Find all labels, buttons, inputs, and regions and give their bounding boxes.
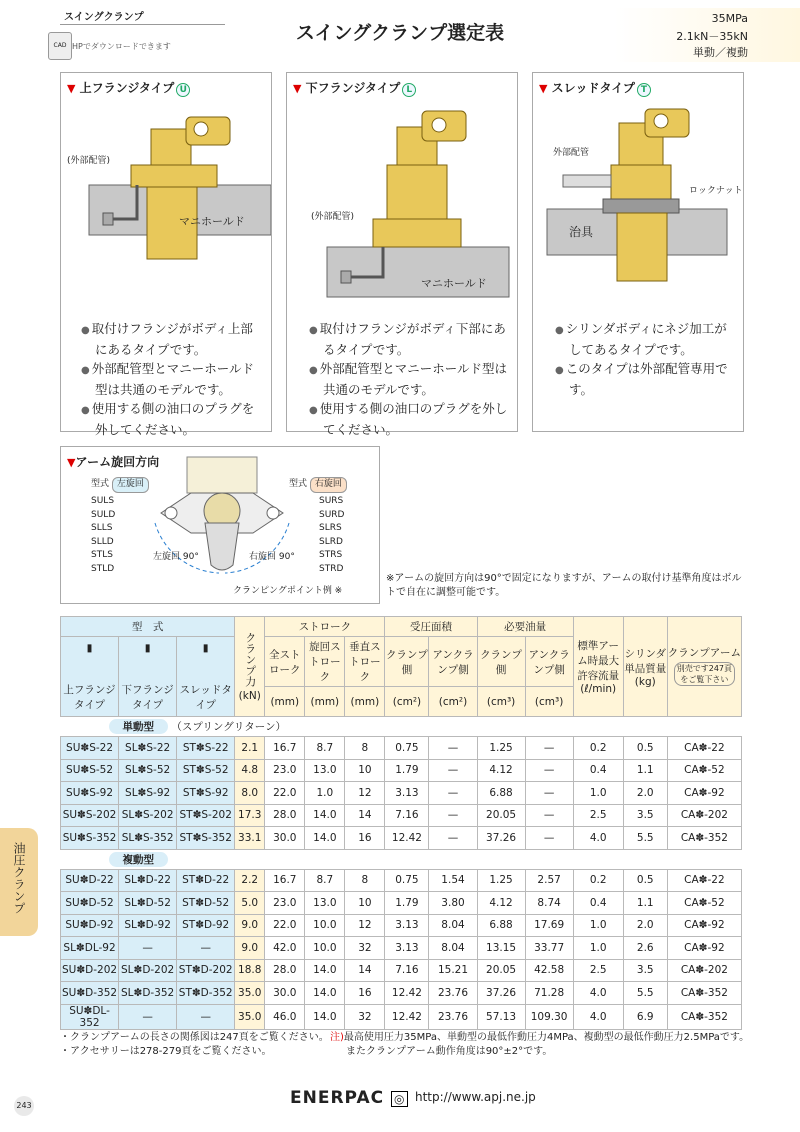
table-cell: — [429,827,477,850]
external-piping-label: (外部配管) [67,156,111,166]
table-cell: 1.0 [573,937,623,960]
table-cell: 33.1 [235,827,265,850]
table-cell: 3.13 [385,782,429,805]
table-cell: CA✽-52 [667,892,741,915]
table-cell: 109.30 [525,1004,573,1029]
table-cell: 16.7 [265,737,305,760]
table-cell: ST✽S-92 [177,782,235,805]
table-cell: 23.76 [429,1004,477,1029]
mass-header: シリンダ単品質量 (kg) [623,617,667,717]
unit-mm: (mm) [265,687,305,717]
table-row [61,982,742,1005]
table-cell: ST✽D-202 [177,959,235,982]
table-cell: 8.04 [429,937,477,960]
table-cell: — [429,782,477,805]
group-double-row: 複動型 [61,849,742,869]
external-piping-label: 外部配管 [553,148,590,158]
table-cell: 14 [345,804,385,827]
table-cell: 1.25 [477,737,525,760]
table-cell: 35.0 [235,1004,265,1029]
rotation-panel [60,446,380,604]
spec-action: 単動／複動 [693,46,748,59]
oil-header: 必要油量 [477,617,573,637]
table-cell: CA✽-92 [667,782,741,805]
page-number: 243 [14,1096,34,1116]
table-cell: SL✽D-202 [119,959,177,982]
table-cell: 8.74 [525,892,573,915]
table-cell: SU✽DL-352 [61,1004,119,1029]
table-row [61,869,742,892]
external-piping-label: (外部配管) [311,212,355,222]
table-cell: 1.79 [385,759,429,782]
table-cell: 0.2 [573,737,623,760]
table-cell: 14.0 [305,1004,345,1029]
table-cell: CA✽-352 [667,827,741,850]
table-cell: 4.0 [573,982,623,1005]
page-title: スイングクランプ選定表 [295,22,505,44]
table-cell: 2.57 [525,869,573,892]
panel-title: ▼ 上フランジタイプ U [67,79,190,97]
category-label: スイングクランプ [64,12,144,23]
selection-table [60,616,742,1030]
section-side-tab: 油圧クランプ [0,828,38,936]
table-cell: 9.0 [235,914,265,937]
table-cell: 1.0 [305,782,345,805]
table-cell: 3.80 [429,892,477,915]
table-cell: ST✽D-22 [177,869,235,892]
table-cell: 13.15 [477,937,525,960]
arm-rotation-diagram [141,453,301,593]
table-cell: ST✽D-52 [177,892,235,915]
enerpac-logo: ENERPAC ◎ [290,1088,408,1108]
table-cell: 6.88 [477,782,525,805]
table-cell: SU✽D-52 [61,892,119,915]
table-cell: SU✽S-352 [61,827,119,850]
table-cell: 28.0 [265,959,305,982]
fixture-label: 治具 [569,225,594,239]
table-cell: 14.0 [305,804,345,827]
table-cell: 3.5 [623,804,667,827]
bullet-item: ● 外部配管型とマニーホールド型は共通のモデルです。 [81,359,261,399]
table-cell: 1.54 [429,869,477,892]
table-cell: 0.4 [573,892,623,915]
table-cell: CA✽-202 [667,804,741,827]
spec-pressure: 35MPa [711,12,748,25]
table-cell: 22.0 [265,914,305,937]
footnotes-left: ・クランプアームの長さの関係図は247頁をご覧ください。 ・アクセサリーは278-279頁をご覧ください。 [60,1032,329,1057]
table-cell: 1.1 [623,892,667,915]
table-cell: 13.0 [305,892,345,915]
table-cell: 28.0 [265,804,305,827]
rotation-note: ※アームの旋回方向は90°で固定になりますが、アームの取付け基準角度はボルトで自在に調整可能です。 [386,573,742,598]
unit-cm2: (cm²) [429,687,477,717]
table-cell: 0.5 [623,869,667,892]
table-cell: 22.0 [265,782,305,805]
panel-upper-flange [60,72,272,437]
table-cell: — [119,1004,177,1029]
type-badge: T [637,83,651,97]
stroke-header: ストローク [265,617,385,637]
table-cell: 3.13 [385,937,429,960]
unit-cm3: (cm³) [477,687,525,717]
footnotes-right: 注)最高使用圧力35MPa、単動型の最低作動圧力4MPa、複動型の最低作動圧力2.5MPaです。 またクランプアーム動作角度は90°±2°です。 [330,1032,750,1057]
bullet-list [555,319,735,399]
thread-illustration [533,99,743,309]
cd-icon: CAD [48,32,72,60]
unit-cm3: (cm³) [525,687,573,717]
table-cell: 42.0 [265,937,305,960]
table-cell: 20.05 [477,804,525,827]
table-cell: 35.0 [235,982,265,1005]
table-cell: 12.42 [385,827,429,850]
table-cell: 14.0 [305,982,345,1005]
panel-lower-flange [286,72,518,437]
table-cell: — [177,937,235,960]
lower-type-header: ▮ 下フランジタイプ [119,637,177,717]
bullet-list [81,319,261,439]
table-cell: — [525,759,573,782]
table-cell: ST✽S-22 [177,737,235,760]
unit-mm: (mm) [305,687,345,717]
table-cell: SU✽S-92 [61,782,119,805]
table-cell: 17.69 [525,914,573,937]
bullet-list [309,319,509,439]
table-cell: 0.75 [385,737,429,760]
flow-header: 標準アーム時最大許容流量 (ℓ/min) [573,617,623,717]
table-cell: 0.4 [573,759,623,782]
manifold-label: マニホールド [179,215,245,228]
table-cell: SL✽DL-92 [61,937,119,960]
arm-header: クランプアーム 別売です247頁をご覧下さい [667,617,741,717]
table-cell: 2.6 [623,937,667,960]
table-cell: 3.13 [385,914,429,937]
table-cell: 10 [345,892,385,915]
full-stroke-header: 全ストローク [265,637,305,687]
table-cell: 9.0 [235,937,265,960]
table-cell: 4.0 [573,827,623,850]
table-cell: 8.7 [305,737,345,760]
table-cell: 1.1 [623,759,667,782]
table-row [61,914,742,937]
bullet-item: ● 取付けフランジがボディ上部にあるタイプです。 [81,319,261,359]
panel-thread [532,72,744,432]
table-row [61,937,742,960]
table-cell: 46.0 [265,1004,305,1029]
vert-stroke-header: 垂直ストローク [345,637,385,687]
table-cell: 10.0 [305,937,345,960]
table-cell: 32 [345,937,385,960]
table-cell: 4.12 [477,892,525,915]
locknut-label: ロックナット [689,186,743,196]
upper-type-header: ▮ 上フランジタイプ [61,637,119,717]
table-cell: ST✽S-202 [177,804,235,827]
table-cell: CA✽-22 [667,737,741,760]
table-cell: — [525,782,573,805]
table-cell: — [429,759,477,782]
panel-title: ▼ 下フランジタイプ L [293,79,416,97]
table-cell: 5.5 [623,982,667,1005]
table-cell: 1.25 [477,869,525,892]
table-cell: SU✽D-202 [61,959,119,982]
triangle-icon: ▼ [67,82,76,95]
table-cell: 12 [345,914,385,937]
table-cell: CA✽-92 [667,937,741,960]
table-cell: 7.16 [385,804,429,827]
table-cell: SL✽S-52 [119,759,177,782]
triangle-icon: ▼ [67,456,76,469]
table-cell: — [525,804,573,827]
table-cell: 2.0 [623,782,667,805]
table-cell: 33.77 [525,937,573,960]
bullet-item: ● このタイプは外部配管専用です。 [555,359,735,399]
download-note: HPでダウンロードできます [72,42,171,51]
table-cell: 23.0 [265,892,305,915]
table-cell: 4.12 [477,759,525,782]
table-cell: 8 [345,737,385,760]
rotation-title: ▼アーム旋回方向 [67,455,160,469]
table-cell: 15.21 [429,959,477,982]
table-cell: 1.79 [385,892,429,915]
table-row [61,892,742,915]
table-cell: — [525,827,573,850]
table-cell: 37.26 [477,827,525,850]
table-cell: — [119,937,177,960]
rot-stroke-header: 旋回ストローク [305,637,345,687]
table-cell: 2.5 [573,959,623,982]
table-cell: 2.5 [573,804,623,827]
table-cell: SU✽D-22 [61,869,119,892]
table-cell: 23.0 [265,759,305,782]
table-cell: SL✽S-352 [119,827,177,850]
table-cell: 37.26 [477,982,525,1005]
table-cell: 6.88 [477,914,525,937]
table-cell: ST✽S-52 [177,759,235,782]
table-cell: 30.0 [265,982,305,1005]
upper-flange-illustration [61,99,271,309]
table-cell: ST✽D-352 [177,982,235,1005]
table-cell: 3.5 [623,959,667,982]
table-cell: 2.1 [235,737,265,760]
table-cell: 0.75 [385,869,429,892]
table-cell: SL✽D-52 [119,892,177,915]
table-cell: 0.2 [573,869,623,892]
triangle-icon: ▼ [539,82,548,95]
table-cell: 2.0 [623,914,667,937]
type-badge: L [402,83,416,97]
clamp-point-label: クランピングポイント例 ※ [233,586,343,596]
table-row [61,959,742,982]
area-unclamp-header: アンクランプ側 [429,637,477,687]
area-header: 受圧面積 [385,617,477,637]
table-cell: — [525,737,573,760]
table-cell: SU✽S-202 [61,804,119,827]
type-left-header: 型式 左旋回 [91,477,149,493]
left-models: SULS SULD SLLS SLLD STLS STLD [91,496,116,574]
model-header: 型 式 [61,617,235,637]
table-cell: SL✽S-22 [119,737,177,760]
triangle-icon: ▼ [293,82,302,95]
table-row [61,804,742,827]
table-cell: SL✽D-22 [119,869,177,892]
table-cell: 8 [345,869,385,892]
manifold-label: マニホールド [421,277,487,290]
table-cell: SU✽D-92 [61,914,119,937]
table-cell: 5.0 [235,892,265,915]
table-cell: 32 [345,1004,385,1029]
table-cell: 14.0 [305,959,345,982]
table-cell: 42.58 [525,959,573,982]
table-cell: 14 [345,959,385,982]
table-row [61,737,742,760]
table-cell: 2.2 [235,869,265,892]
table-cell: 12.42 [385,982,429,1005]
table-cell: 8.0 [235,782,265,805]
table-cell: 23.76 [429,982,477,1005]
bullet-item: ● シリンダボディにネジ加工がしてあるタイプです。 [555,319,735,359]
clamp-force-header: クランプ力 (kN) [235,617,265,717]
panel-title: ▼ スレッドタイプ T [539,79,651,97]
table-cell: 10.0 [305,914,345,937]
table-cell: CA✽-92 [667,914,741,937]
table-cell: SL✽D-92 [119,914,177,937]
table-cell: 30.0 [265,827,305,850]
group-single-row: 単動型 （スプリングリターン） [61,717,742,737]
bullet-item: ● 取付けフランジがボディ下部にあるタイプです。 [309,319,509,359]
table-cell: SL✽S-202 [119,804,177,827]
table-cell: ST✽D-92 [177,914,235,937]
table-cell: CA✽-202 [667,959,741,982]
table-cell: CA✽-22 [667,869,741,892]
table-cell: 12.42 [385,1004,429,1029]
right-models: SURS SURD SLRS SLRD STRS STRD [319,496,345,574]
table-cell: 8.7 [305,869,345,892]
table-cell: 20.05 [477,959,525,982]
table-row [61,1004,742,1029]
area-clamp-header: クランプ側 [385,637,429,687]
table-cell: 16 [345,982,385,1005]
table-cell: 8.04 [429,914,477,937]
table-cell: 0.5 [623,737,667,760]
table-cell: 1.0 [573,782,623,805]
table-cell: 17.3 [235,804,265,827]
table-cell: 13.0 [305,759,345,782]
table-cell: CA✽-352 [667,982,741,1005]
table-cell: SL✽D-352 [119,982,177,1005]
table-cell: 7.16 [385,959,429,982]
table-cell: SU✽S-52 [61,759,119,782]
oil-clamp-header: クランプ側 [477,637,525,687]
table-cell: 16 [345,827,385,850]
thread-type-header: ▮ スレッドタイプ [177,637,235,717]
table-cell: SU✽S-22 [61,737,119,760]
spec-force-range: 2.1kN－35kN [676,30,748,43]
table-cell: 10 [345,759,385,782]
table-cell: 6.9 [623,1004,667,1029]
right-angle: 右旋回 90° [249,552,295,562]
bullet-item: ● 外部配管型とマニーホールド型は共通のモデルです。 [309,359,509,399]
left-angle: 左旋回 90° [153,552,199,562]
table-cell: 71.28 [525,982,573,1005]
table-cell: 18.8 [235,959,265,982]
table-cell: 12 [345,782,385,805]
unit-mm: (mm) [345,687,385,717]
type-badge: U [176,83,190,97]
table-cell: 57.13 [477,1004,525,1029]
website-url: http://www.apj.ne.jp [415,1090,536,1104]
table-cell: 1.0 [573,914,623,937]
table-cell: SL✽S-92 [119,782,177,805]
table-cell: 16.7 [265,869,305,892]
table-cell: — [429,737,477,760]
bullet-item: ● 使用する側の油口のプラグを外してください。 [81,399,261,439]
table-cell: CA✽-52 [667,759,741,782]
table-cell: 14.0 [305,827,345,850]
table-row [61,827,742,850]
oil-unclamp-header: アンクランプ側 [525,637,573,687]
table-cell: CA✽-352 [667,1004,741,1029]
table-cell: 4.8 [235,759,265,782]
table-cell: ST✽S-352 [177,827,235,850]
table-cell: — [429,804,477,827]
table-cell: SU✽D-352 [61,982,119,1005]
table-row [61,782,742,805]
bullet-item: ● 使用する側の油口のプラグを外してください。 [309,399,509,439]
table-cell: 4.0 [573,1004,623,1029]
table-cell: — [177,1004,235,1029]
table-cell: 5.5 [623,827,667,850]
type-right-header: 型式 右旋回 [289,477,347,493]
table-row [61,759,742,782]
unit-cm2: (cm²) [385,687,429,717]
